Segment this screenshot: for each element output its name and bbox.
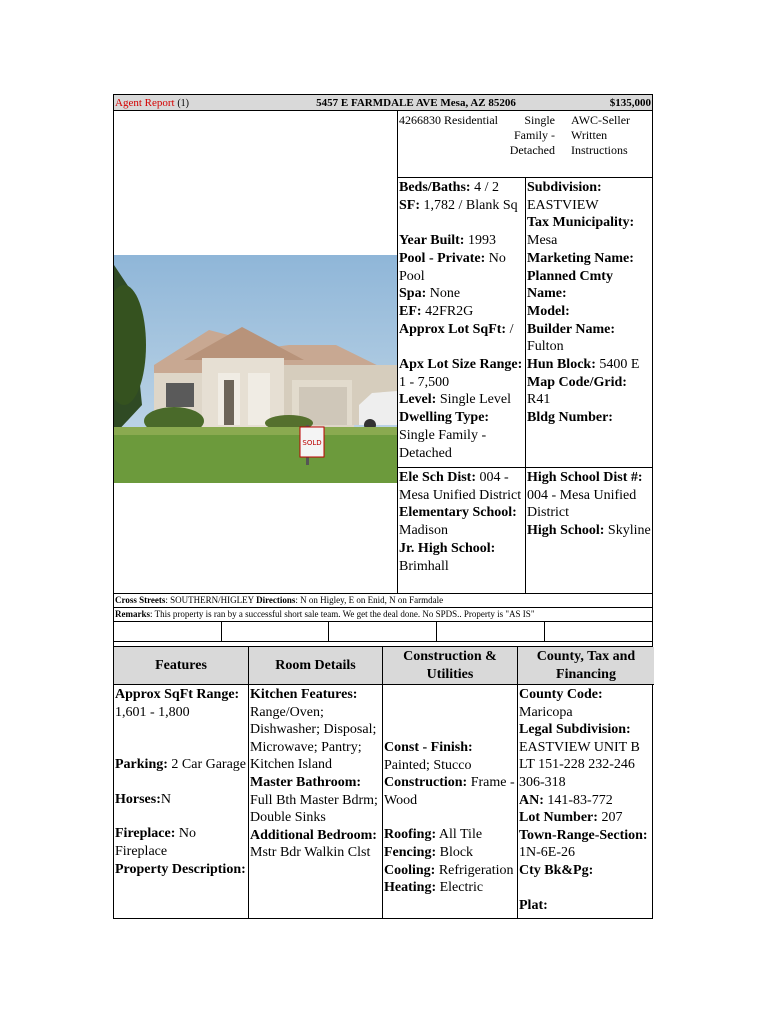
detail-builder-name: Builder Name: Fulton bbox=[527, 321, 616, 355]
feature-fireplace: Fireplace: No Fireplace bbox=[115, 826, 197, 859]
detail-hun-block: Hun Block: 5400 E bbox=[527, 357, 640, 373]
school-ele-dist: Ele Sch Dist: 004 - Mesa Unified District bbox=[399, 470, 522, 503]
cross-streets-value: : SOUTHERN/HIGLEY bbox=[165, 595, 254, 605]
room-master-bath: Master Bathroom: Full Bth Master Bdrm; Double Sinks bbox=[250, 774, 378, 826]
county-tax-column bbox=[518, 685, 654, 918]
school-high: High School: Skyline bbox=[527, 523, 651, 539]
school-high-dist: High School Dist #: 004 - Mesa Unified District bbox=[527, 470, 643, 521]
const-fencing: Fencing: Block bbox=[384, 844, 474, 860]
room-kitchen: Kitchen Features: Range/Oven; Dishwasher; Disposal; Microwave; Pantry; Kitchen Island bbox=[250, 687, 377, 773]
header-county-tax: County, Tax and Financing bbox=[518, 647, 654, 685]
house-photo-image bbox=[114, 255, 397, 483]
room-additional-bedroom: Additional Bedroom: Mstr Bdr Walkin Clst bbox=[250, 827, 377, 861]
const-construction: Construction: Frame - Wood bbox=[384, 775, 515, 808]
detail-bldg-number: Bldg Number: bbox=[527, 410, 613, 426]
remarks-value: : This property is ran by a successful short sale team. We get the deal done. No SPDS.. Property is "AS IS" bbox=[150, 609, 535, 619]
detail-subdivision: Subdivision: EASTVIEW bbox=[527, 180, 602, 213]
schools-right bbox=[527, 469, 653, 540]
const-roofing: Roofing: All Tile bbox=[384, 827, 483, 843]
terms-line-2: Written bbox=[571, 128, 608, 142]
remarks-row bbox=[113, 608, 653, 622]
detail-dwelling-type: Dwelling Type: Single Family - Detached bbox=[399, 410, 490, 461]
directions-value: : N on Higley, E on Enid, N on Farmdale bbox=[295, 595, 444, 605]
details-right bbox=[527, 179, 653, 427]
school-elementary: Elementary School: Madison bbox=[399, 505, 517, 539]
blank-row bbox=[113, 622, 653, 642]
property-summary bbox=[113, 111, 653, 594]
type-line-3: Detached bbox=[509, 143, 555, 157]
const-heating: Heating: Electric bbox=[384, 880, 484, 896]
agent-report-sheet bbox=[113, 94, 653, 919]
features-table bbox=[113, 646, 653, 919]
detail-spa: Spa: None bbox=[399, 286, 461, 302]
list-price: $135,000 bbox=[609, 96, 651, 109]
const-finish: Const - Finish: Painted; Stucco bbox=[384, 740, 473, 773]
detail-level: Level: Single Level bbox=[399, 392, 511, 408]
feature-property-desc: Property Description: bbox=[115, 861, 246, 877]
county-plat: Plat: bbox=[519, 897, 548, 913]
property-address: 5457 E FARMDALE AVE Mesa, AZ 85206 bbox=[316, 96, 516, 109]
county-an: AN: 141-83-772 bbox=[519, 792, 613, 808]
feature-horses: Horses:N bbox=[115, 791, 172, 807]
property-photo bbox=[114, 255, 397, 483]
cross-streets-label: Cross Streets bbox=[115, 595, 166, 605]
feature-parking: Parking: 2 Car Garage bbox=[115, 757, 247, 773]
agent-report-title[interactable] bbox=[114, 97, 281, 109]
county-town-range: Town-Range-Section: 1N-6E-26 bbox=[519, 827, 648, 861]
const-cooling: Cooling: Refrigeration bbox=[384, 862, 514, 878]
terms-line-3: Instructions bbox=[571, 143, 628, 157]
detail-year-built: Year Built: 1993 bbox=[399, 233, 496, 249]
detail-lot-sqft: Approx Lot SqFt: / bbox=[399, 321, 514, 337]
county-lot-number: Lot Number: 207 bbox=[519, 810, 623, 826]
school-jr-high: Jr. High School: Brimhall bbox=[399, 540, 496, 574]
county-code: County Code: Maricopa bbox=[519, 687, 603, 720]
listing-info bbox=[399, 113, 651, 175]
header-room-details: Room Details bbox=[249, 647, 383, 685]
detail-tax-municipality: Tax Municipality: Mesa bbox=[527, 215, 635, 249]
features-column bbox=[114, 685, 249, 918]
agent-report-link[interactable]: Agent Report bbox=[115, 96, 175, 109]
report-count: (1) bbox=[177, 97, 189, 109]
cross-streets-row bbox=[113, 594, 653, 608]
detail-beds-baths: Beds/Baths: 4 / 2 bbox=[399, 180, 499, 195]
construction-column bbox=[383, 685, 518, 918]
detail-model: Model: bbox=[527, 303, 570, 319]
terms-line-1: AWC-Seller bbox=[571, 113, 631, 127]
detail-lot-size: Apx Lot Size Range: 1 - 7,500 bbox=[399, 357, 523, 390]
listing-category: Residential bbox=[444, 113, 498, 127]
directions-label: Directions bbox=[256, 595, 296, 605]
mls-number: 4266830 bbox=[399, 113, 441, 127]
schools-left bbox=[399, 469, 523, 575]
report-header bbox=[113, 94, 653, 111]
type-line-2: Family - bbox=[514, 128, 555, 142]
county-bk-pg: Cty Bk&Pg: bbox=[519, 862, 594, 878]
detail-sf: SF: 1,782 / Blank Sq bbox=[399, 197, 518, 213]
yard-sign-text: SOLD bbox=[302, 439, 322, 447]
room-details-column bbox=[249, 685, 383, 918]
detail-planned-cmty: Planned Cmty Name: bbox=[527, 268, 613, 302]
details-left bbox=[399, 179, 523, 462]
header-features: Features bbox=[114, 647, 249, 685]
feature-sqft-range: Approx SqFt Range: 1,601 - 1,800 bbox=[115, 687, 240, 720]
detail-marketing-name: Marketing Name: bbox=[527, 250, 634, 266]
detail-pool: Pool - Private: No Pool bbox=[399, 250, 506, 284]
detail-map-code: Map Code/Grid: R41 bbox=[527, 374, 627, 408]
remarks-label: Remarks bbox=[115, 609, 150, 619]
detail-ef: EF: 42FR2G bbox=[399, 303, 474, 319]
county-legal-subdivision: Legal Subdivision: EASTVIEW UNIT B LT 151-228 232-246 306-318 bbox=[519, 722, 640, 790]
type-line-1: Single bbox=[524, 113, 555, 127]
header-construction: Construction & Utilities bbox=[383, 647, 518, 685]
